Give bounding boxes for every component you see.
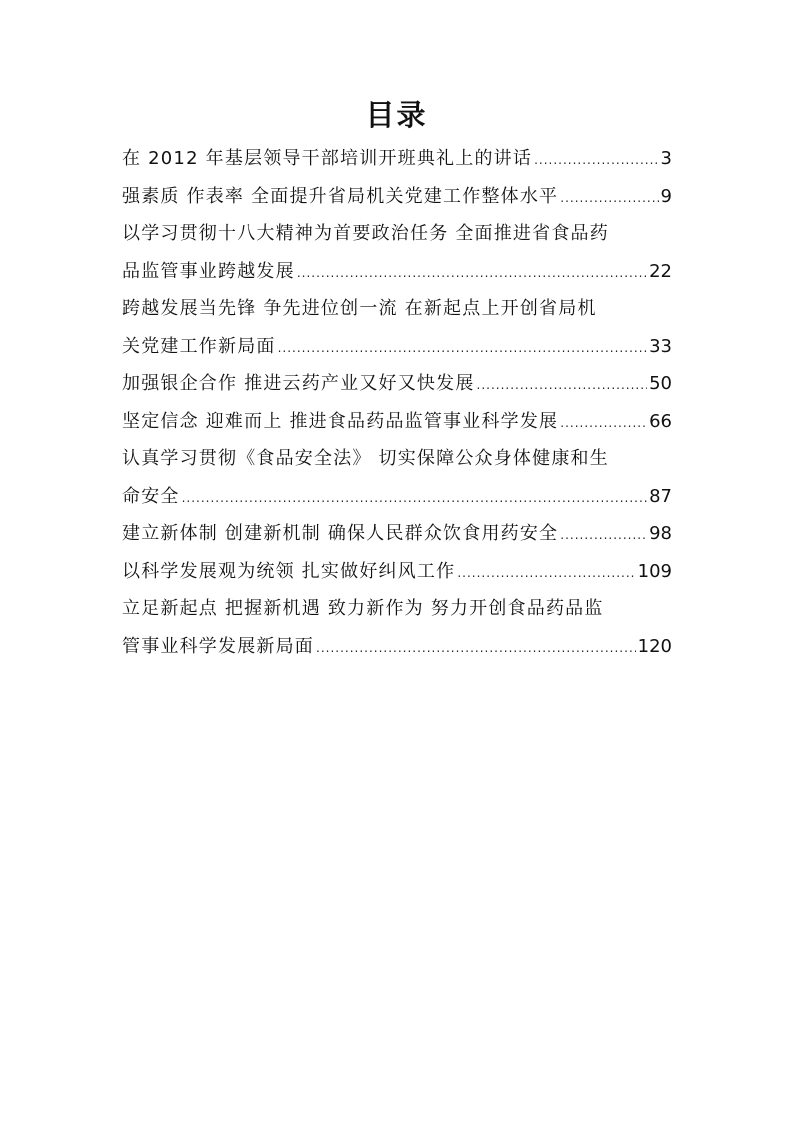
toc-entry[interactable]: [122, 365, 672, 403]
toc-entry-title-continued: 关党建工作新局面: [122, 335, 276, 357]
toc-entry-title: 以学习贯彻十八大精神为首要政治任务 全面推进省食品药: [122, 223, 609, 244]
toc-page-number: 3: [660, 148, 672, 169]
toc-entry-line: [122, 440, 672, 478]
toc-entry-line: [122, 140, 672, 178]
toc-leader-dots: [477, 367, 648, 403]
toc-page-number: 87: [649, 485, 672, 507]
toc-entry-line: [122, 403, 672, 441]
toc-entry-line: [122, 178, 672, 216]
toc-entry[interactable]: [122, 515, 672, 553]
toc-leader-dots: [534, 142, 658, 178]
toc-title: 目录: [365, 98, 428, 132]
toc-entry[interactable]: [122, 215, 672, 290]
toc-entry-line: [122, 253, 672, 291]
toc-leader-dots: [297, 255, 647, 291]
toc-entry-title: 建立新体制 创建新机制 确保人民群众饮食用药安全: [122, 523, 559, 544]
toc-entry[interactable]: [122, 590, 672, 665]
toc-entry-line: [122, 290, 672, 328]
toc-entry-line: [122, 628, 672, 666]
toc-page-number: 22: [649, 260, 672, 282]
toc-entry-title-continued: 命安全: [122, 485, 180, 507]
toc-entry-line: [122, 478, 672, 516]
toc-entry-title: 在 2012 年基层领导干部培训开班典礼上的讲话: [122, 148, 533, 169]
toc-entry-title: 以科学发展观为统领 扎实做好纠风工作: [122, 560, 456, 582]
toc-entry-title-continued: 品监管事业跨越发展: [122, 260, 295, 282]
toc-entry[interactable]: [122, 178, 672, 216]
toc-leader-dots: [457, 555, 635, 591]
toc-entry-title: 加强银企合作 推进云药产业又好又快发展: [122, 373, 475, 394]
toc-page-number: 50: [649, 373, 672, 394]
toc-entry[interactable]: [122, 140, 672, 178]
toc-page-number: 98: [649, 523, 672, 544]
toc-entry-title: 跨越发展当先锋 争先进位创一流 在新起点上开创省局机: [122, 298, 597, 319]
toc-leader-dots: [316, 630, 636, 666]
toc-page-number: 109: [637, 560, 672, 582]
toc-entry-line: [122, 365, 672, 403]
toc-entry-line: [122, 328, 672, 366]
toc-page-number: 33: [649, 335, 672, 357]
toc-entry-line: [122, 515, 672, 553]
toc-entry-title: 立足新起点 把握新机遇 致力新作为 努力开创食品药品监: [122, 598, 604, 619]
toc-list: [122, 140, 672, 665]
toc-entry[interactable]: [122, 290, 672, 365]
toc-leader-dots: [560, 517, 647, 553]
toc-leader-dots: [560, 180, 658, 216]
toc-entry-title: 强素质 作表率 全面提升省局机关党建工作整体水平: [122, 185, 559, 207]
toc-entry[interactable]: [122, 440, 672, 515]
toc-page-number: 120: [637, 635, 672, 657]
toc-entry-line: [122, 553, 672, 591]
toc-entry-title: 坚定信念 迎难而上 推进食品药品监管事业科学发展: [122, 410, 559, 432]
toc-leader-dots: [182, 480, 647, 516]
toc-page-number: 66: [649, 410, 672, 432]
toc-entry[interactable]: [122, 553, 672, 591]
toc-entry-title: 认真学习贯彻《食品安全法》 切实保障公众身体健康和生: [122, 448, 609, 469]
toc-leader-dots: [560, 405, 647, 441]
toc-leader-dots: [278, 330, 647, 366]
toc-entry-line: [122, 215, 672, 253]
toc-entry-line: [122, 590, 672, 628]
toc-page-number: 9: [660, 185, 672, 207]
toc-entry-title-continued: 管事业科学发展新局面: [122, 635, 314, 657]
toc-entry[interactable]: [122, 403, 672, 441]
